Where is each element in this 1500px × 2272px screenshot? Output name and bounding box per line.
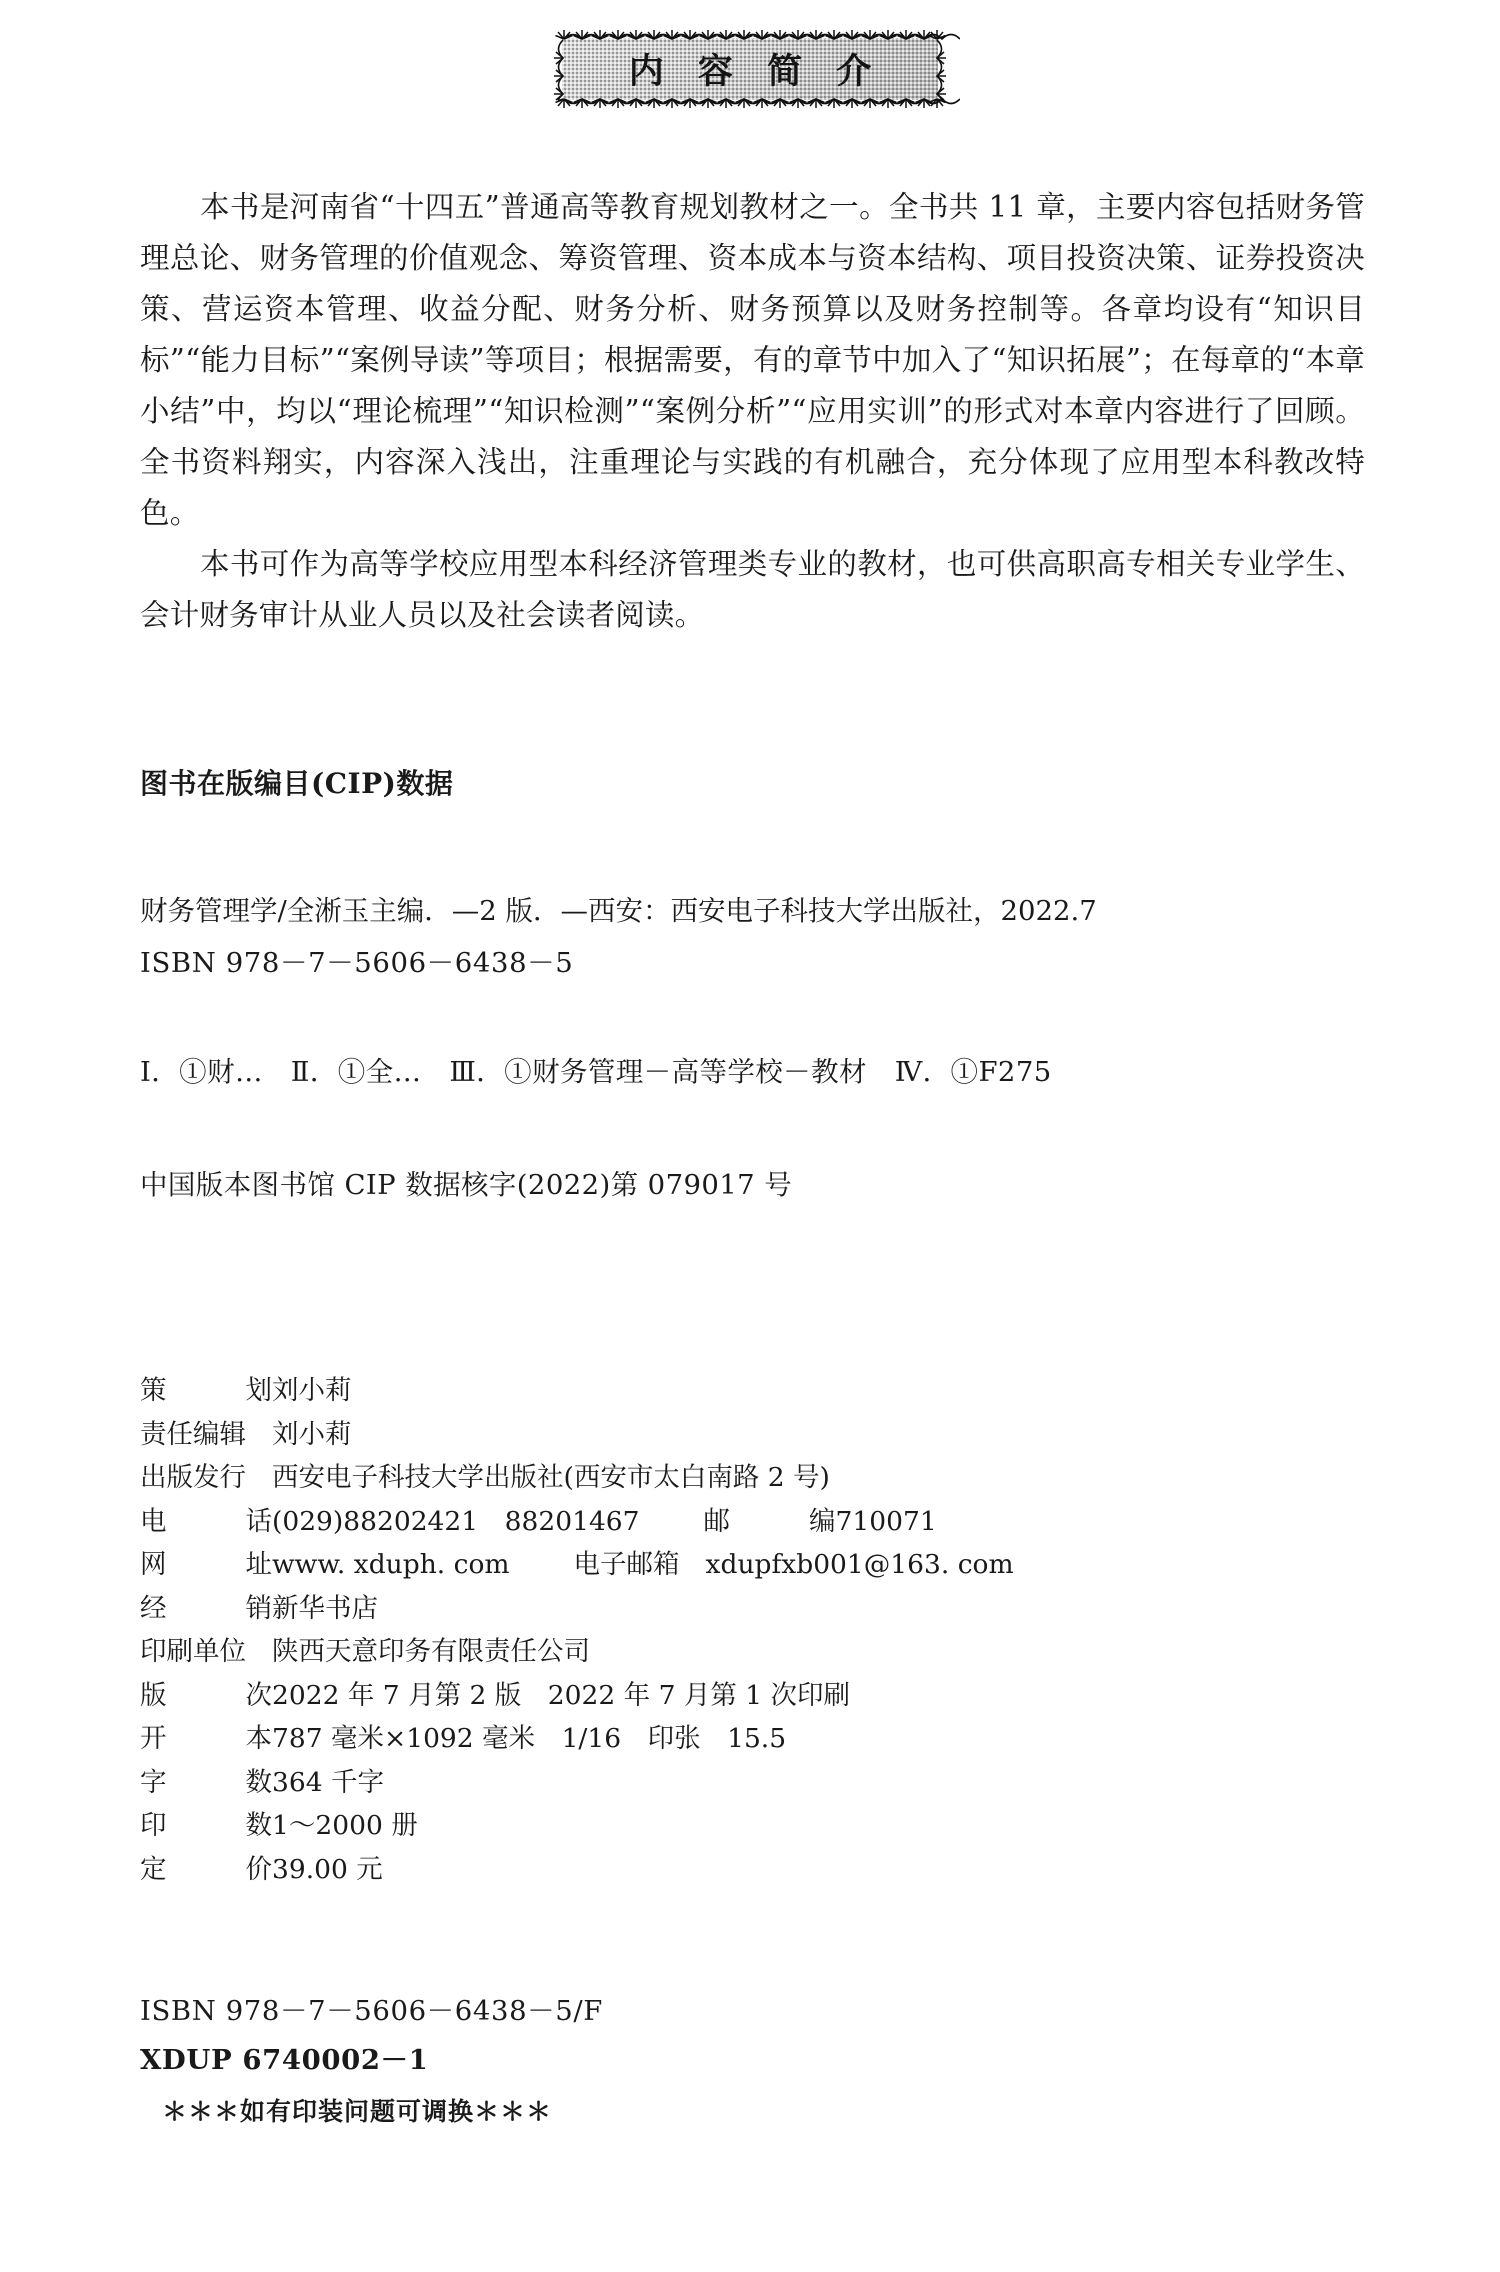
imprint-row bbox=[140, 1760, 1390, 1804]
imprint-row bbox=[140, 1412, 1390, 1456]
imprint-row-label: 版 次 bbox=[140, 1679, 272, 1711]
cip-classification: Ⅰ．①财… Ⅱ．①全… Ⅲ．①财务管理－高等学校－教材 Ⅳ．①F275 bbox=[140, 1056, 1052, 1088]
imprint-row-label: 印 数 bbox=[140, 1810, 272, 1841]
imprint-row-value-secondary: xdupfxb001@163. com bbox=[705, 1549, 1014, 1580]
footer-xdup-code: XDUP 6740002－1 bbox=[140, 2044, 429, 2076]
imprint-row bbox=[140, 1499, 1390, 1543]
imprint-row-label: 开 本 bbox=[140, 1723, 272, 1754]
imprint-row-label-secondary: 邮 编 bbox=[703, 1505, 836, 1537]
imprint-row-value: 1～2000 册 bbox=[272, 1810, 418, 1841]
imprint-row-label: 责任编辑 bbox=[140, 1418, 246, 1450]
cip-isbn: ISBN 978－7－5606－6438－5 bbox=[140, 947, 574, 979]
imprint-row-value: 西安电子科技大学出版社(西安市太白南路 2 号) bbox=[272, 1462, 830, 1493]
imprint-row-label: 定 价 bbox=[140, 1853, 272, 1885]
imprint-row-label: 字 数 bbox=[140, 1766, 272, 1798]
imprint-row-value: 刘小莉 bbox=[272, 1418, 352, 1450]
imprint-row-label: 电 话 bbox=[140, 1505, 272, 1537]
imprint-row-value: 364 千字 bbox=[272, 1766, 385, 1798]
imprint-row-value: 刘小莉 bbox=[272, 1375, 352, 1406]
imprint-row-label: 策 划 bbox=[140, 1375, 272, 1406]
summary-paragraph-2: 本书可作为高等学校应用型本科经济管理类专业的教材，也可供高职高专相关专业学生、会计财务审计从业人员以及社会读者阅读。 bbox=[140, 547, 1365, 632]
imprint-row-value-secondary: 710071 bbox=[835, 1505, 937, 1537]
summary-text bbox=[140, 182, 1365, 641]
imprint-row-value: (029)88202421 88201467 bbox=[272, 1505, 640, 1537]
summary-paragraph-1: 本书是河南省“十四五”普通高等教育规划教材之一。全书共 11 章，主要内容包括财务管理总论、财务管理的价值观念、筹资管理、资本成本与资本结构、项目投资决策、证券投资决策、营运资本管理、收益分配、财务分析、财务预算以及财务控制等。各章均设有“知识目标”“能力目标”“案例导读”等项目；根据需要，有的章节中加入了“知识拓展”；在每章的“本章小结”中，均以“理论梳理”“知识检测”“案例分析”“应用实训”的形式对本章内容进行了回顾。全书资料翔实，内容深入浅出，注重理论与实践的有机融合，充分体现了应用型本科教改特色。 bbox=[140, 190, 1365, 530]
cip-citation: 财务管理学/全淅玉主编．—2 版．—西安：西安电子科技大学出版社，2022.7 bbox=[140, 895, 1097, 927]
imprint-row bbox=[140, 1629, 1390, 1673]
imprint-row-value: 787 毫米×1092 毫米 1/16 印张 15.5 bbox=[272, 1723, 787, 1754]
content-summary-banner bbox=[0, 26, 1500, 112]
imprint-row bbox=[140, 1673, 1390, 1717]
imprint-row bbox=[140, 1368, 1390, 1412]
cip-section-heading: 图书在版编目(CIP)数据 bbox=[140, 767, 454, 800]
imprint-row bbox=[140, 1586, 1390, 1630]
imprint-row-value: 2022 年 7 月第 2 版 2022 年 7 月第 1 次印刷 bbox=[272, 1679, 851, 1711]
imprint-row-value: 新华书店 bbox=[272, 1592, 378, 1624]
footer-exchange-note: ＊＊＊如有印装问题可调换＊＊＊ bbox=[162, 2097, 553, 2126]
imprint-row-label: 出版发行 bbox=[140, 1462, 246, 1493]
imprint-row bbox=[140, 1716, 1390, 1760]
imprint-row bbox=[140, 1542, 1390, 1586]
imprint-row bbox=[140, 1455, 1390, 1499]
imprint-row-label: 经 销 bbox=[140, 1592, 272, 1624]
imprint-row-value: 39.00 元 bbox=[272, 1853, 383, 1885]
imprint-row-value: www. xduph. com bbox=[272, 1549, 510, 1580]
cip-check-number: 中国版本图书馆 CIP 数据核字(2022)第 079017 号 bbox=[140, 1169, 793, 1201]
banner-title: 内 容 简 介 bbox=[628, 51, 883, 92]
imprint-row-label-secondary: 电子邮箱 bbox=[573, 1549, 680, 1580]
imprint-row bbox=[140, 1847, 1390, 1891]
footer-isbn: ISBN 978－7－5606－6438－5/F bbox=[140, 1995, 603, 2027]
imprint-row-value: 陕西天意印务有限责任公司 bbox=[272, 1636, 590, 1667]
cip-data-block bbox=[140, 886, 1380, 1210]
footer-block bbox=[140, 1988, 1340, 2138]
imprint-row-label: 网 址 bbox=[140, 1549, 272, 1580]
imprint-row-label: 印刷单位 bbox=[140, 1636, 246, 1667]
imprint-row bbox=[140, 1803, 1390, 1847]
imprint-details bbox=[140, 1368, 1390, 1890]
